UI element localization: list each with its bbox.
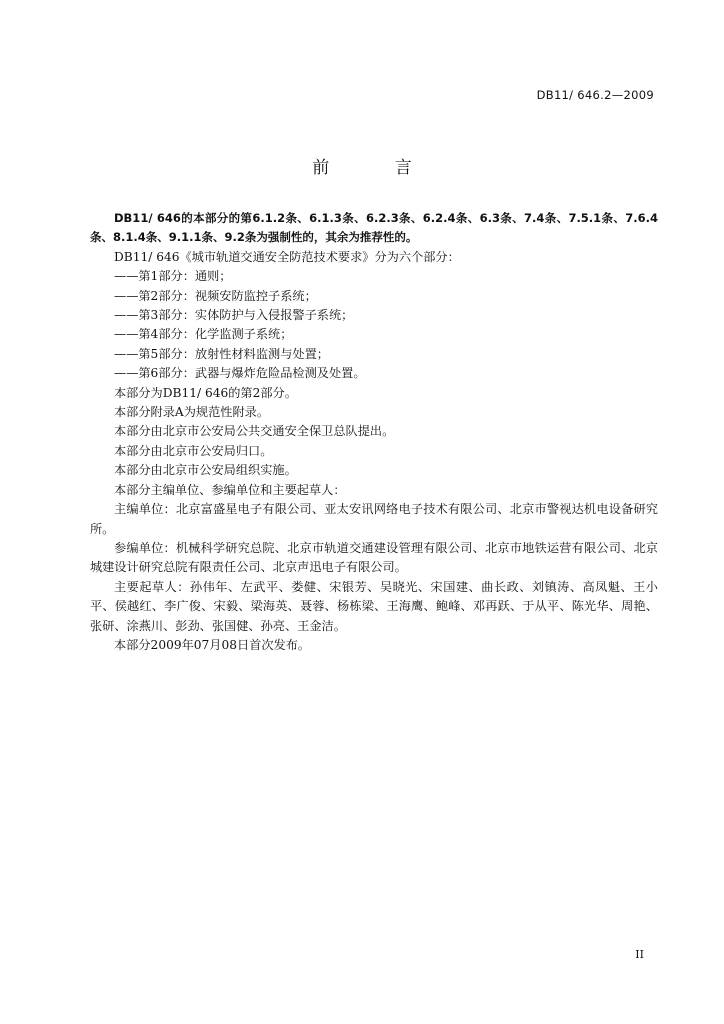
part-list-item: ——第4部分：化学监测子系统； [114, 327, 293, 342]
part-list-item: ——第2部分：视频安防监控子系统； [114, 288, 317, 303]
section-title: 前 言 [312, 158, 442, 178]
chief-editor-units-paragraph: 主编单位：北京富盛星电子有限公司、亚太安讯网络电子技术有限公司、北京市警视达机电设备研究所。 [90, 502, 658, 536]
page-number: II [635, 948, 644, 961]
document-header: DB11/ 646.2—2009 [536, 88, 654, 102]
part-list-item: ——第5部分：放射性材料监测与处置； [114, 346, 329, 361]
body-paragraph: 本部分附录A为规范性附录。 [114, 405, 270, 420]
drafters-paragraph: 主要起草人：孙伟年、左武平、娄健、宋银芳、吴晓光、宋国建、曲长政、刘镇涛、高凤魁、王小平、侯越红、李广俊、宋毅、梁海英、聂蓉、杨栋梁、王海鹰、鲍峰、邓再跃、于从平、陈光华、周艳、张研、涂燕川、彭劲、张国健、孙亮、王金洁。 [90, 579, 658, 633]
part-list-item: ——第6部分：武器与爆炸危险品检测及处置。 [114, 366, 366, 381]
part-list-item: ——第3部分：实体防护与入侵报警子系统； [114, 308, 354, 323]
body-paragraph: 本部分由北京市公安局公共交通安全保卫总队提出。 [114, 424, 395, 439]
body-paragraph: 本部分主编单位、参编单位和主要起草人： [114, 482, 346, 497]
participating-units-paragraph: 参编单位：机械科学研究总院、北京市轨道交通建设管理有限公司、北京市地铁运营有限公司、北京城建设计研究总院有限责任公司、北京声迅电子有限公司。 [90, 540, 658, 575]
release-date-paragraph: 本部分2009年07月08日首次发布。 [114, 637, 311, 652]
body-paragraph: 本部分由北京市公安局组织实施。 [114, 463, 297, 478]
part-list-item: ——第1部分：通则； [114, 269, 232, 284]
mandatory-clauses-paragraph: DB11/ 646的本部分的第6.1.2条、6.1.3条、6.2.3条、6.2.4条、6.3条、7.4条、7.5.1条、7.6.4条、8.1.4条、9.1.1条、9.2条为强制性的，其余为推荐性的。 [90, 211, 658, 245]
body-paragraph: 本部分由北京市公安局归口。 [114, 443, 273, 458]
document-body [90, 209, 658, 655]
body-paragraph: 本部分为DB11/ 646的第2部分。 [114, 385, 297, 400]
body-paragraph: DB11/ 646《城市轨道交通安全防范技术要求》分为六个部分： [114, 249, 460, 264]
